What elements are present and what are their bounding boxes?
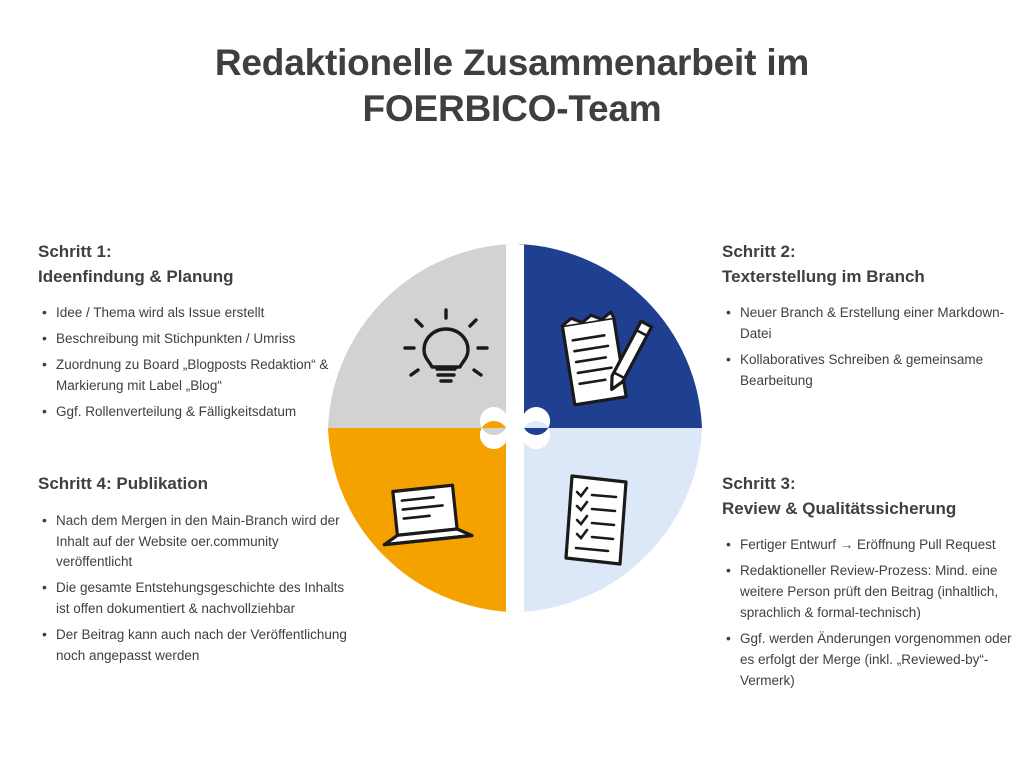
page-title (0, 40, 1024, 133)
step1-list (38, 303, 348, 423)
step4-heading (38, 472, 348, 497)
step2-heading-main: Schritt 2: (722, 242, 796, 261)
list-item: • Redaktioneller Review-Prozess: Mind. eine weitere Person prüft den Beitrag (inhaltlich, sprachlich & formal-technisch) (740, 561, 1022, 624)
step-block-step2 (722, 240, 1022, 397)
step4-list (38, 511, 348, 667)
step2-list (722, 303, 1022, 392)
step3-heading-sub: Review & Qualitätssicherung (722, 498, 957, 518)
step1-heading-sub: Ideenfindung & Planung (38, 266, 234, 286)
list-item: • Idee / Thema wird als Issue erstellt (56, 303, 348, 324)
step3-list (722, 535, 1022, 691)
step-block-step1 (38, 240, 348, 428)
page-title-line-2: FOERBICO-Team (362, 88, 662, 130)
list-item: • Beschreibung mit Stichpunkten / Umriss (56, 329, 348, 350)
list-item: • Der Beitrag kann auch nach der Veröffentlichung noch angepasst werden (56, 625, 348, 667)
step2-heading-sub: Texterstellung im Branch (722, 266, 925, 286)
page-title-line-1: Redaktionelle Zusammenarbeit im (214, 42, 810, 83)
step3-heading (722, 472, 1022, 521)
step3-heading-main: Schritt 3: (722, 474, 796, 493)
puzzle-diagram (312, 228, 712, 628)
list-item: • Kollaboratives Schreiben & gemeinsame Bearbeitung (740, 350, 1022, 392)
list-item: • Zuordnung zu Board „Blogposts Redaktion“ & Markierung mit Label „Blog“ (56, 355, 348, 397)
list-item: • Die gesamte Entstehungsgeschichte des Inhalts ist offen dokumentiert & nachvollziehbar (56, 578, 348, 620)
step1-heading (38, 240, 348, 289)
step-block-step4 (38, 472, 348, 672)
list-item: • Ggf. werden Änderungen vorgenommen oder es erfolgt der Merge (inkl. „Reviewed-by“-Vermerk) (740, 629, 1022, 692)
list-item: • Fertiger Entwurf → Eröffnung Pull Request (740, 535, 1022, 556)
list-item: • Neuer Branch & Erstellung einer Markdown-Datei (740, 303, 1022, 345)
document-checklist-icon (566, 476, 626, 564)
step1-heading-main: Schritt 1: (38, 242, 112, 261)
step-block-step3 (722, 472, 1022, 697)
puzzle-piece-step1[interactable] (328, 244, 512, 435)
list-item: • Ggf. Rollenverteilung & Fälligkeitsdatum (56, 402, 348, 423)
step4-heading-main: Schritt 4: Publikation (38, 474, 209, 493)
list-item: • Nach dem Mergen in den Main-Branch wird der Inhalt auf der Website oer.community veröffentlicht (56, 511, 348, 574)
step2-heading (722, 240, 1022, 289)
